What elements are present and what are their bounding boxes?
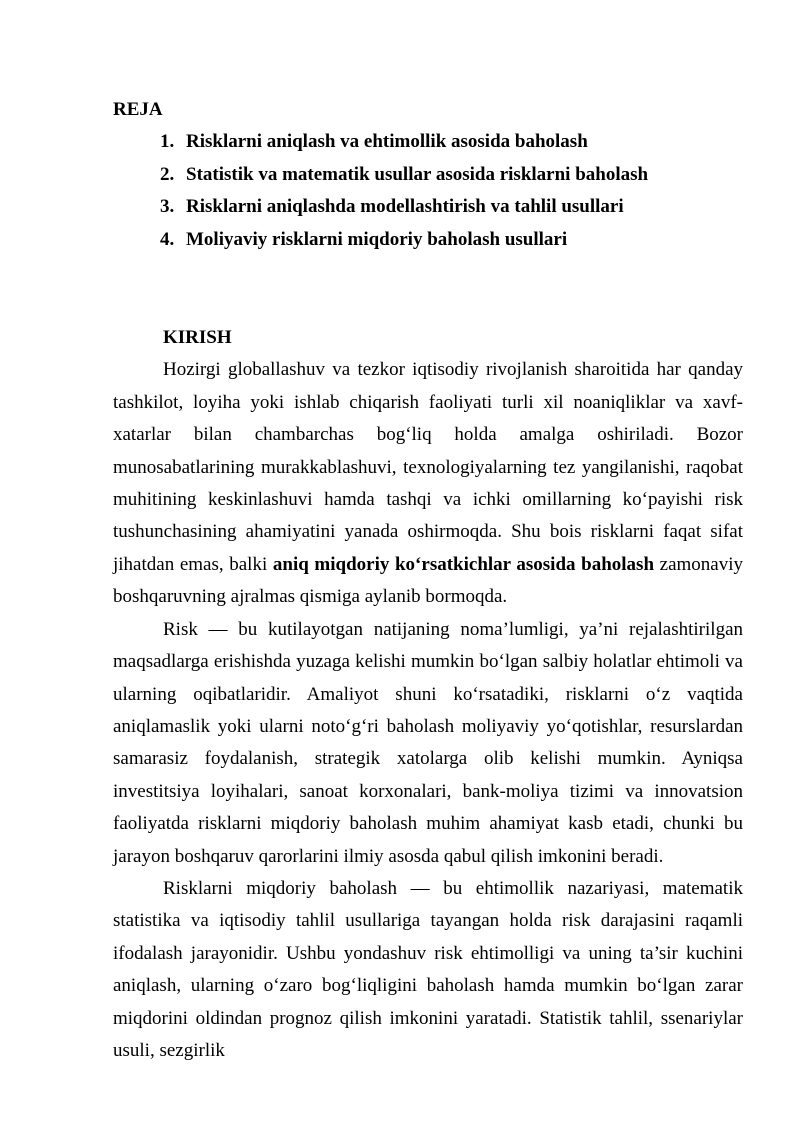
plan-list xyxy=(160,126,743,256)
plan-item-number: 3. xyxy=(160,196,175,218)
paragraph-1 xyxy=(113,354,743,613)
plan-heading: REJA xyxy=(113,99,163,120)
document-content xyxy=(113,94,743,1067)
paragraph-1-text: Hozirgi globallashuv va tezkor iqtisodiy rivojlanish sharoitida har qanday tashkilot, loyiha yoki ishlab chiqarish faoliyati turli xil noaniqliklar va xavf-xatarlar bilan chambarchas bog‘liq holda amalga oshiriladi. Bozor munosabatlarining murakkablashuvi, texnologiyalarning tez yangilanishi, raqobat muhitining keskinlashuvi hamda tashqi va ichki omillarning ko‘payishi risk tushunchasining ahamiyatini yanada oshirmoqda. Shu bois risklarni faqat sifat jihatdan emas, balki xyxy=(113,359,743,575)
plan-list-item xyxy=(160,191,743,223)
paragraph-3: Risklarni miqdoriy baholash — bu ehtimollik nazariyasi, matematik statistika va iqtisodiy tahlil usullariga tayangan holda risk darajasini raqamli ifodalash jarayonidir. Ushbu yondashuv risk ehtimolligi va uning ta’sir kuchini aniqlash, ularning o‘zaro bog‘liqligini baholash hamda mumkin bo‘lgan zarar miqdorini oldindan prognoz qilish imkonini yaratadi. Statistik tahlil, ssenariylar usuli, sezgirlik xyxy=(113,877,743,1061)
plan-item-number: 1. xyxy=(160,131,175,153)
plan-item-label: Moliyaviy risklarni miqdoriy baholash usullari xyxy=(186,228,568,250)
plan-item-number: 2. xyxy=(160,163,175,185)
plan-item-label: Risklarni aniqlash va ehtimollik asosida baholash xyxy=(186,131,588,153)
plan-item-label: Risklarni aniqlashda modellashtirish va tahlil usullari xyxy=(186,196,624,218)
plan-list-item xyxy=(160,126,743,158)
paragraph-1-bold-emphasis: aniq miqdoriy ko‘rsatkichlar asosida baholash xyxy=(272,553,655,575)
plan-list-item xyxy=(160,159,743,191)
plan-item-label: Statistik va matematik usullar asosida risklarni baholash xyxy=(186,163,649,185)
paragraph-2: Risk — bu kutilayotgan natijaning noma’lumligi, ya’ni rejalashtirilgan maqsadlarga erishishda yuzaga kelishi mumkin bo‘lgan salbiy holatlar ehtimoli va ularning oqibatlaridir. Amaliyot shuni ko‘rsatadiki, risklarni o‘z vaqtida aniqlamaslik yoki ularni noto‘g‘ri baholash moliyaviy yo‘qotishlar, resurslardan samarasiz foydalanish, strategik xatolarga olib kelishi mumkin. Ayniqsa investitsiya loyihalari, sanoat korxonalari, bank-moliya tizimi va innovatsion faoliyatda risklarni miqdoriy baholash muhim ahamiyat kasb etadi, chunki bu jarayon boshqaruv qarorlarini ilmiy asosda qabul qilish imkonini beradi. xyxy=(113,618,743,867)
section-heading-kirish: KIRISH xyxy=(163,327,232,349)
plan-item-number: 4. xyxy=(160,228,175,250)
paragraph-1-text-after: zamonaviy boshqaruvning ajralmas qismiga aylanib bormoqda. xyxy=(113,553,744,608)
plan-list-item xyxy=(160,224,743,256)
